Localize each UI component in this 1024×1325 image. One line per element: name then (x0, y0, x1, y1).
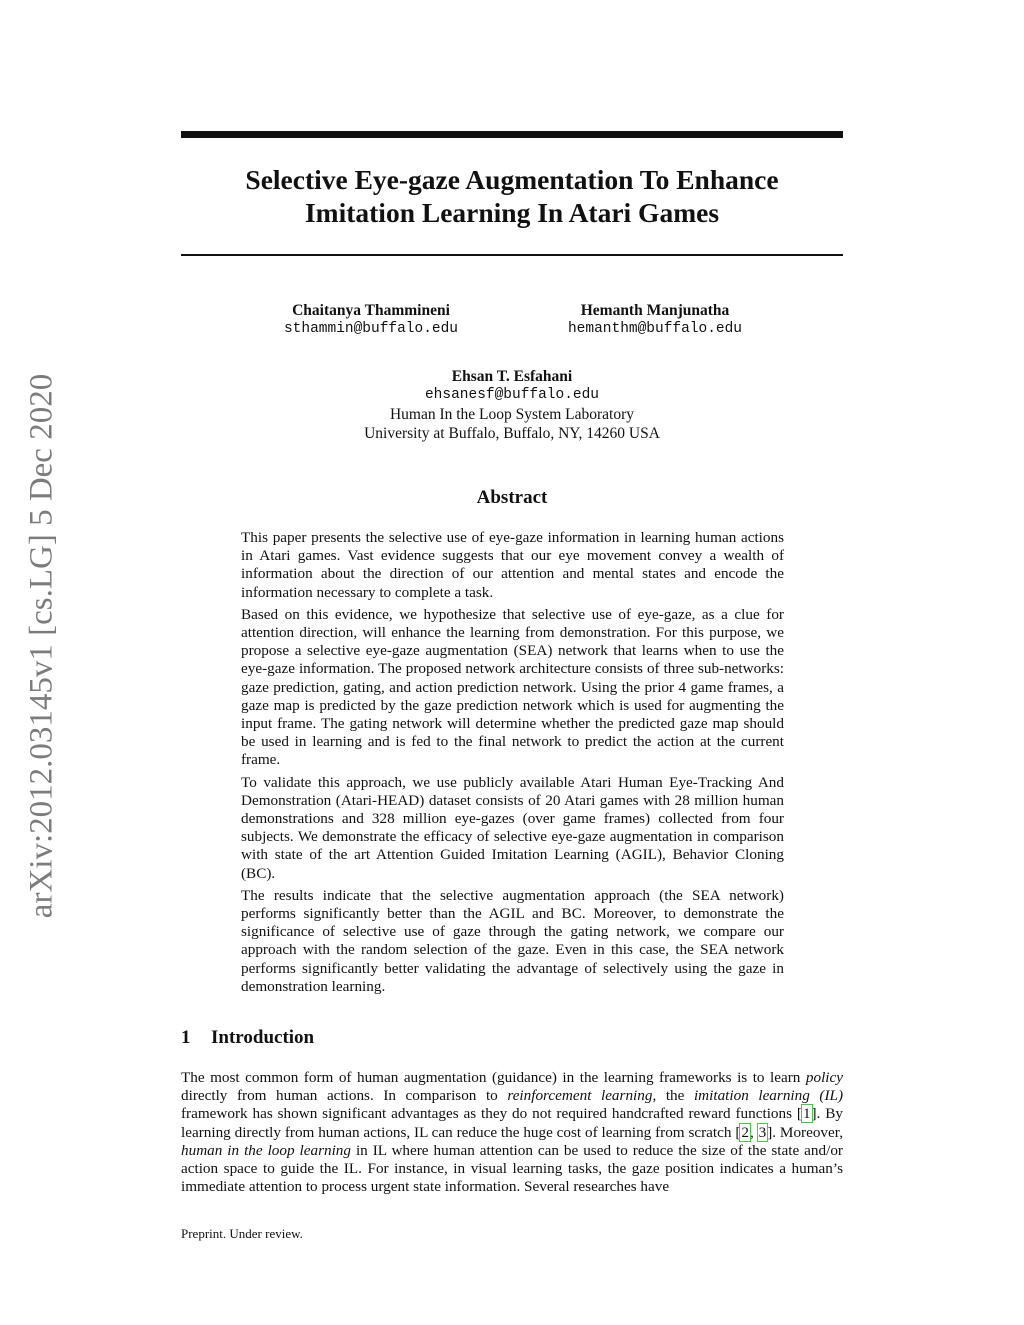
abstract-heading: Abstract (476, 487, 548, 508)
section-heading-introduction (181, 1027, 314, 1049)
author-2 (545, 301, 765, 339)
title-top-rule (181, 131, 843, 138)
title-line-2: Imitation Learning In Atari Games (304, 197, 720, 228)
intro-emphasis: reinforcement learning (507, 1087, 653, 1105)
paper-title (181, 163, 843, 229)
author-institution: University at Buffalo, Buffalo, NY, 14260 USA (364, 425, 660, 442)
title-line-1: Selective Eye-gaze Augmentation To Enhance (245, 164, 779, 195)
author-lab: Human In the Loop System Laboratory (389, 406, 635, 423)
intro-emphasis: policy (805, 1069, 843, 1086)
intro-text: directly from human actions. In comparison to (181, 1087, 508, 1105)
arxiv-stamp: arXiv:2012.03145v1 [cs.LG] 5 Dec 2020 (23, 373, 60, 919)
citation-link[interactable]: 3 (758, 1123, 767, 1141)
intro-text: framework has shown significant advantages as they do not required handcrafted reward functions [ (181, 1105, 802, 1123)
abstract-body (241, 529, 784, 1000)
abstract-paragraph: To validate this approach, we use publicly available Atari Human Eye-Tracking And Demonstration (Atari-HEAD) dataset consists of 20 Atari games with 28 million human demonstrations and 328 million eye-gazes (over game frames) collected from four subjects. We demonstrate the efficacy of selective eye-gaze augmentation in comparison with state of the art Attention Guided Imitation Learning (AGIL), Behavior Cloning (BC). (241, 773, 784, 882)
author-name: Chaitanya Thammineni (292, 302, 450, 319)
intro-emphasis: imitation learning (IL) (693, 1087, 843, 1105)
section-number: 1 (181, 1027, 191, 1048)
citation-link[interactable]: 1 (802, 1105, 811, 1123)
intro-text: The most common form of human augmentation (guidance) in the learning frameworks is to learn (181, 1069, 806, 1086)
abstract-paragraph: The results indicate that the selective augmentation approach (the SEA network) performs significantly better than the AGIL and BC. Moreover, to demonstrate the significance of selective use of gaze through the gating network, we compare our approach with the random selection of the gaze. Even in this case, the SEA network performs significantly better validating the advantage of selectively using the gaze in demonstration learning. (241, 886, 784, 995)
author-email: sthammin@buffalo.edu (283, 321, 459, 337)
intro-text: , (749, 1123, 758, 1141)
author-email: hemanthm@buffalo.edu (567, 321, 743, 337)
introduction-paragraph (181, 1069, 843, 1196)
intro-text: in IL where human attention can be used to reduce the size of the state and/or action space to guide the IL. For instance, in visual learning tasks, the gaze position indicates a human’s immediate attention to process urgent state information. Several researches have (181, 1141, 843, 1196)
intro-text: , the (652, 1087, 694, 1105)
title-bottom-rule (181, 254, 843, 256)
abstract-paragraph: This paper presents the selective use of eye-gaze information in learning human actions in Atari games. Vast evidence suggests that our eye movement convey a wealth of information about the direction of our attention and mental states and encode the information necessary to complete a task. (241, 529, 784, 601)
intro-emphasis: human in the loop learning (181, 1141, 351, 1159)
author-name: Hemanth Manjunatha (580, 302, 730, 319)
abstract-paragraph: Based on this evidence, we hypothesize that selective use of eye-gaze, as a clue for attention direction, will enhance the learning from demonstration. For this purpose, we propose a selective eye-gaze augmentation (SEA) network that learns when to use the eye-gaze information. The proposed network architecture consists of three sub-networks: gaze prediction, gating, and action prediction network. Using the prior 4 game frames, a gaze map is predicted by the gaze prediction network which is used for augmenting the input frame. The gating network will determine whether the predicted gaze map should be used in learning and is fed to the final network to predict the action at the current frame. (241, 605, 784, 769)
author-email: ehsanesf@buffalo.edu (424, 387, 600, 403)
footer-note: Preprint. Under review. (181, 1226, 303, 1241)
author-1 (271, 301, 471, 339)
intro-text: ]. Moreover, (767, 1123, 844, 1141)
intro-text: ]. By learning directly from human actions, IL can reduce the huge cost of learning from scratch [ (181, 1105, 844, 1141)
author-3 (331, 367, 693, 443)
author-name: Ehsan T. Esfahani (451, 368, 573, 385)
citation-link[interactable]: 2 (741, 1123, 749, 1141)
section-title: Introduction (211, 1027, 315, 1048)
